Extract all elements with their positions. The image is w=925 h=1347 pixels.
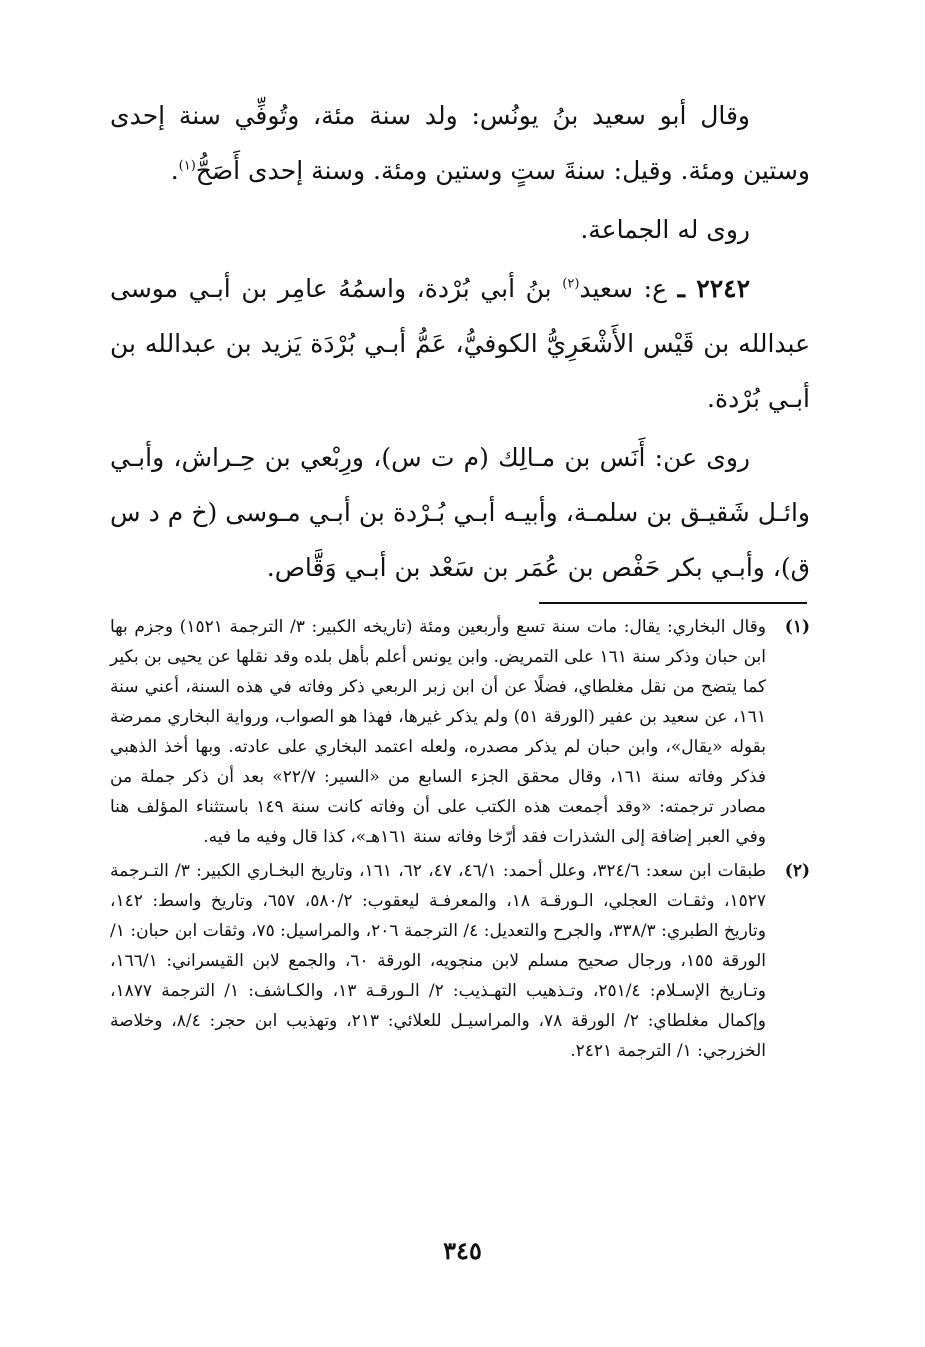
paragraph-narrated-from: روى عن: أَنَس بن مـالِك (م ت س)، ورِبْعي بن حِـراش، وأبـي وائـل شَقيـق بن سلمـة، وأبيـه أبـي بُـرْدة بن أبـي مـوسى (خ م د س ق)، وأبـي بكر حَفْص بن عُمَر بن سَعْد بن أبـي وَقَّاص.	[110, 443, 810, 582]
footnote-mark: (٢)	[784, 861, 810, 881]
footnote-2	[110, 856, 810, 1066]
footnote-ref-1: (١)	[178, 158, 196, 174]
paragraph-death-date-end: .	[170, 156, 179, 185]
footnote-mark: (١)	[784, 617, 810, 637]
footnotes	[110, 612, 810, 1070]
footnote-text: وقال البخاري: يقال: مات سنة تسع وأربعين ومئة (تاريخه الكبير: ٣/ الترجمة ١٥٢١) وجزم بها ابن حبان وذكر سنة ١٦١ على التمريض. وابن يونس أعلم بأهل بلده وقد نقلها عن يحيى بن بكير كما يتضح من نقل مغلطاي، فضلًا عن أن ابن زبر الربعي ذكر وفاته في هذه السنة، أعني سنة ١٦١، عن سعيد بن عفير (الورقة ٥١) ولم يذكر غيرها، فهذا هو الصواب، ورواية البخاري ممرضة بقوله «يقال»، وابن حبان لم يذكر مصدره، ولعله اعتمد البخاري على عادته. وبها أخذ الذهبي فذكر وفاته سنة ١٦١، وقال محقق الجزء السابع من «السير: ٢٢/٧» بعد أن ذكر جملة من مصادر ترجمته: «وقد أجمعت هذه الكتب على أن وفاته كانت سنة ١٤٩ باستثناء المؤلف هنا وفي العبر إضافة إلى الشذرات فقد أرّخا وفاته سنة ١٦١هـ»، كذا قال وفيه ما فيه.	[110, 617, 767, 847]
entry-number: ٢٢٤٢ ـ	[677, 274, 751, 303]
paragraph-narrators: روى له الجماعة.	[580, 215, 750, 244]
main-text	[110, 88, 810, 599]
paragraph-entry-2242	[110, 261, 810, 426]
entry-name: ع: سعيد	[579, 274, 667, 303]
footnote-divider	[539, 602, 807, 604]
paragraph-death-date	[110, 88, 810, 198]
paragraph-death-date-text: وقال أبو سعيد بنُ يونُس: ولد سنة مئة، وتُوفِّي سنة إحدى وستين ومئة. وقيل: سنةَ ستٍ وستين ومئة. وسنة إحدى أَصَحُّ	[110, 101, 810, 185]
footnote-1	[110, 612, 810, 852]
page-number: ٣٤٥	[443, 1236, 482, 1265]
footnote-ref-2: (٢)	[562, 276, 580, 292]
entry-lineage: بنُ أبي بُرْدة، واسمُهُ عامِر بن أبـي موسى عبدالله بن قَيْس الأَشْعَرِيُّ الكوفيُّ، عَمُّ أبـي بُرْدَة يَزيد بن عبدالله بن أبـي بُرْدة.	[110, 274, 810, 413]
footnote-text: طبقات ابن سعد: ٣٢٤/٦، وعلل أحمد: ٤٦/١، ٤٧، ٦٢، ١٦١، وتاريخ البخـاري الكبير: ٣/ التـرجمة ١٥٢٧، وثقـات العجلي، الـورقـة ١٨، والمعرفـة ليعقوب: ٥٨٠/٢، ٦٥٧، وتاريخ واسط: ١٤٢، وتاريخ الطبري: ٣٣٨/٣، والجرح والتعديل: ٤/ الترجمة ٢٠٦، والمراسيل: ٧٥، وثقات ابن حبان: ١/ الورقة ١٥٥، ورجال صحيح مسلم لابن منجويه، الورقة ٦٠، والجمع لابن القيسراني: ١٦٦/١، وتـاريخ الإسـلام: ٢٥١/٤، وتـذهيب التهـذيب: ٢/ الـورقـة ١٣، والكـاشف: ١/ الترجمة ١٨٧٧، وإكمال مغلطاي: ٢/ الورقة ٧٨، والمراسيـل للعلائي: ٢١٣، وتهذيب ابن حجر: ٨/٤، وخلاصة الخزرجي: ١/ الترجمة ٢٤٢١.	[110, 861, 767, 1061]
